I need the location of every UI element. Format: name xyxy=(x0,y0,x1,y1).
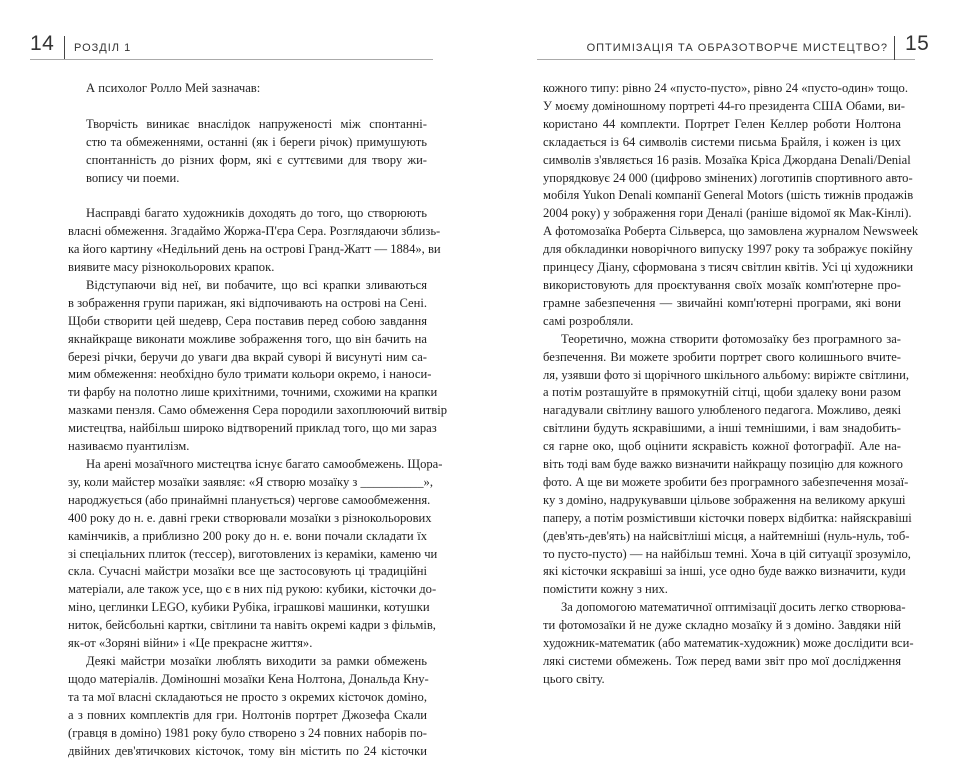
text-line: ниток, бейсбольні картки, світлини та навіть окремі кадри з фільмів, xyxy=(68,617,427,635)
text-line: безпечення. Ви можете зробити портрет свого колишнього вчите- xyxy=(543,349,901,367)
paragraph xyxy=(68,456,427,653)
text-line: А фотомозаїка Роберта Сільверса, що замовлена журналом Newsweek xyxy=(543,223,901,241)
text-line: то пусто-пусто) — на найбільш темні. Хоча в цій ситуації зрозуміло, xyxy=(543,546,901,564)
text-line: як-от «Зоряні війни» і «Це прекрасне життя». xyxy=(68,635,427,653)
text-line: помістити кожну з них. xyxy=(543,581,901,599)
text-line: мобіля Yukon Denali компанії General Motors (шість тижнів продажів xyxy=(543,187,901,205)
text-line: а з повних комплектів для гри. Нолтонів портрет Джозефа Скали xyxy=(68,707,427,725)
text-line: зі спеціальних плиток (тессер), виготовлених із кераміки, каменю чи xyxy=(68,546,427,564)
text-line: складається із 64 символів системи письма Брайля, і кожен із цих xyxy=(543,134,901,152)
text-line: ка його картину «Недільний день на острові Гранд-Жатт — 1884», ви xyxy=(68,241,427,259)
text-line: зу, коли майстер мозаїки заявляє: «Я створю мозаїку з __________», xyxy=(68,474,427,492)
left-page-number: 14 xyxy=(30,32,54,56)
text-line: цього світу. xyxy=(543,671,901,689)
left-running-head: РОЗДІЛ 1 xyxy=(74,42,131,54)
text-line: Щоби створити цей шедевр, Сера поставив перед собою завдання xyxy=(68,313,427,331)
text-line: А психолог Ролло Мей зазначав: xyxy=(68,80,427,98)
paragraph xyxy=(68,277,427,456)
paragraph xyxy=(543,599,901,689)
text-line: які кісточки яскравіші за інші, усе одно буде важко визначити, куди xyxy=(543,563,901,581)
text-line: паперу, а потім розмістивши кісточки поверх відбитка: найяскравіші xyxy=(543,510,901,528)
header-separator xyxy=(894,36,895,60)
text-line: Теоретично, можна створити фотомозаїку без програмного за- xyxy=(543,331,901,349)
right-running-head: ОПТИМІЗАЦІЯ ТА ОБРАЗОТВОРЧЕ МИСТЕЦТВО? xyxy=(587,42,888,54)
text-line: (дев'ять-дев'ять) на найсвітліші місця, а найтемніші (нуль-нуль, тоб- xyxy=(543,528,901,546)
text-line: віть тоді вам буде важко визначити найкращу позицію для кожного xyxy=(543,456,901,474)
text-line: світлини будуть яскравішими, а інші темнішими, і вам знадобить- xyxy=(543,420,901,438)
text-line: лякі системи обмежень. Тож перед вами звіт про мої дослідження xyxy=(543,653,901,671)
text-line: спонтанність до різних форм, які є суттєвими для твору жи- xyxy=(86,152,427,170)
text-line: виявите масу різнокольорових крапок. xyxy=(68,259,427,277)
text-line: якнайкраще виконати можливе зображення того, що він бачить на xyxy=(68,331,427,349)
text-line: кожного типу: рівно 24 «пусто-пусто», рівно 24 «пусто-один» тощо. xyxy=(543,80,901,98)
text-line: символів з'являється 16 разів. Мозаїка Кріса Джордана Denali/Denial xyxy=(543,152,901,170)
text-line: стю та обмеженнями, останні (як і береги річок) примушують xyxy=(86,134,427,152)
text-line: грамне забезпечення — звичайні комп'ютерні програми, які вони xyxy=(543,295,901,313)
text-line: ти фарбу на полотно лише крихітними, точними, схожими на крапки xyxy=(68,384,427,402)
text-line: міно, цеглинки LEGO, кубики Рубіка, іграшкові машинки, котушки xyxy=(68,599,427,617)
text-line: березі річки, беручи до уваги два вкрай суворі й висунуті ним са- xyxy=(68,349,427,367)
text-line: для обкладинки новорічного випуску 1997 року та зображує покійну xyxy=(543,241,901,259)
right-page xyxy=(485,0,970,691)
right-page-number: 15 xyxy=(905,32,929,56)
paragraph xyxy=(68,80,427,98)
header-rule xyxy=(30,59,433,60)
paragraph xyxy=(543,80,901,331)
paragraph xyxy=(68,653,427,760)
text-line: камінчиків, а приблизно 200 року до н. е. вони почали складати їх xyxy=(68,528,427,546)
text-line: власні обмеження. Згадаймо Жоржа-П'єра Сера. Розглядаючи зблизь- xyxy=(68,223,427,241)
text-line: називаємо пуантилізм. xyxy=(68,438,427,456)
text-line: користано 44 комплекти. Портрет Гелен Келлер роботи Нолтона xyxy=(543,116,901,134)
text-line: фото. А ще ви можете зробити без програмного забезпечення мозаї- xyxy=(543,474,901,492)
text-line: 400 року до н. е. давні греки створювали мозаїки з різнокольорових xyxy=(68,510,427,528)
text-line: ку з доміно, надрукувавши цільове зображення на великому аркуші xyxy=(543,492,901,510)
paragraph xyxy=(543,331,901,600)
text-line: скла. Сучасні майстри мозаїки все ще застосовують ці традиційні xyxy=(68,563,427,581)
text-line: принцесу Діану, сформована з тисяч світлин квітів. Усі ці художники xyxy=(543,259,901,277)
text-line: мим обмеження: необхідно було тримати кольори окремо, і наноси- xyxy=(68,366,427,384)
text-line: На арені мозаїчного мистецтва існує багато самообмежень. Щора- xyxy=(68,456,427,474)
text-line: 2004 року) у зображення гори Деналі (раніше відомої як Мак-Кінлі). xyxy=(543,205,901,223)
text-line: упорядковує 24 000 (цифрово змінених) логотипів спортивного авто- xyxy=(543,170,901,188)
text-line: Деякі майстри мозаїки люблять виходити за рамки обмежень xyxy=(68,653,427,671)
text-line: щодо матеріалів. Доміношні мозаїки Кена Нолтона, Дональда Кну- xyxy=(68,671,427,689)
left-page-text xyxy=(68,80,427,760)
block-quote xyxy=(68,116,427,188)
text-line: Насправді багато художників доходять до того, що створюють xyxy=(68,205,427,223)
left-page xyxy=(0,0,485,691)
text-line: Відступаючи від неї, ви побачите, що всі крапки зливаються xyxy=(68,277,427,295)
right-page-text xyxy=(543,80,901,689)
text-line: ти фотомозаїки й не дуже складно мозаїку й з доміно. Завдяки ній xyxy=(543,617,901,635)
text-line: в зображення групи парижан, які відпочивають на острові на Сені. xyxy=(68,295,427,313)
text-line: самі розробляли. xyxy=(543,313,901,331)
text-line: (гравця в доміно) 1981 року було створено з 24 повних наборів по- xyxy=(68,725,427,743)
text-line: художник-математик (або математик-художник) може дослідити вси- xyxy=(543,635,901,653)
text-line: У моєму доміношному портреті 44-го президента США Обами, ви- xyxy=(543,98,901,116)
text-line: ся гарне око, щоб оцінити яскравість кожної фотографії. Але на- xyxy=(543,438,901,456)
text-line: матеріали, але також усе, що є в них під рукою: кубики, кісточки до- xyxy=(68,581,427,599)
text-line: Творчість виникає внаслідок напруженості між спонтанні- xyxy=(86,116,427,134)
text-line: ля, узявши фото зі щорічного шкільного альбому: виріжте світлини, xyxy=(543,367,901,385)
text-line: двійних дев'ятичкових кісточок, тому він містить по 24 кісточки xyxy=(68,743,427,760)
header-separator xyxy=(64,36,65,60)
text-line: народжується (або принаймні планується) чергове самообмеження. xyxy=(68,492,427,510)
text-line: та та мої власні складаються не просто з окремих кісточок доміно, xyxy=(68,689,427,707)
paragraph xyxy=(68,205,427,277)
text-line: а потім розташуйте в прямокутній сітці, щоби здалеку вони разом xyxy=(543,384,901,402)
text-line: За допомогою математичної оптимізації досить легко створюва- xyxy=(543,599,901,617)
text-line: вопису чи поеми. xyxy=(86,170,427,188)
text-line: мазками пензля. Само обмеження Сера породили захоплюючий витвір xyxy=(68,402,427,420)
text-line: мистецтва, найбільш широко відтворений приклад того, що ми зараз xyxy=(68,420,427,438)
header-rule xyxy=(537,59,915,60)
text-line: нагадували світлину вашого улюбленого педагога. Можливо, деякі xyxy=(543,402,901,420)
text-line: використовують для проєктування своїх мозаїк комп'ютерне про- xyxy=(543,277,901,295)
